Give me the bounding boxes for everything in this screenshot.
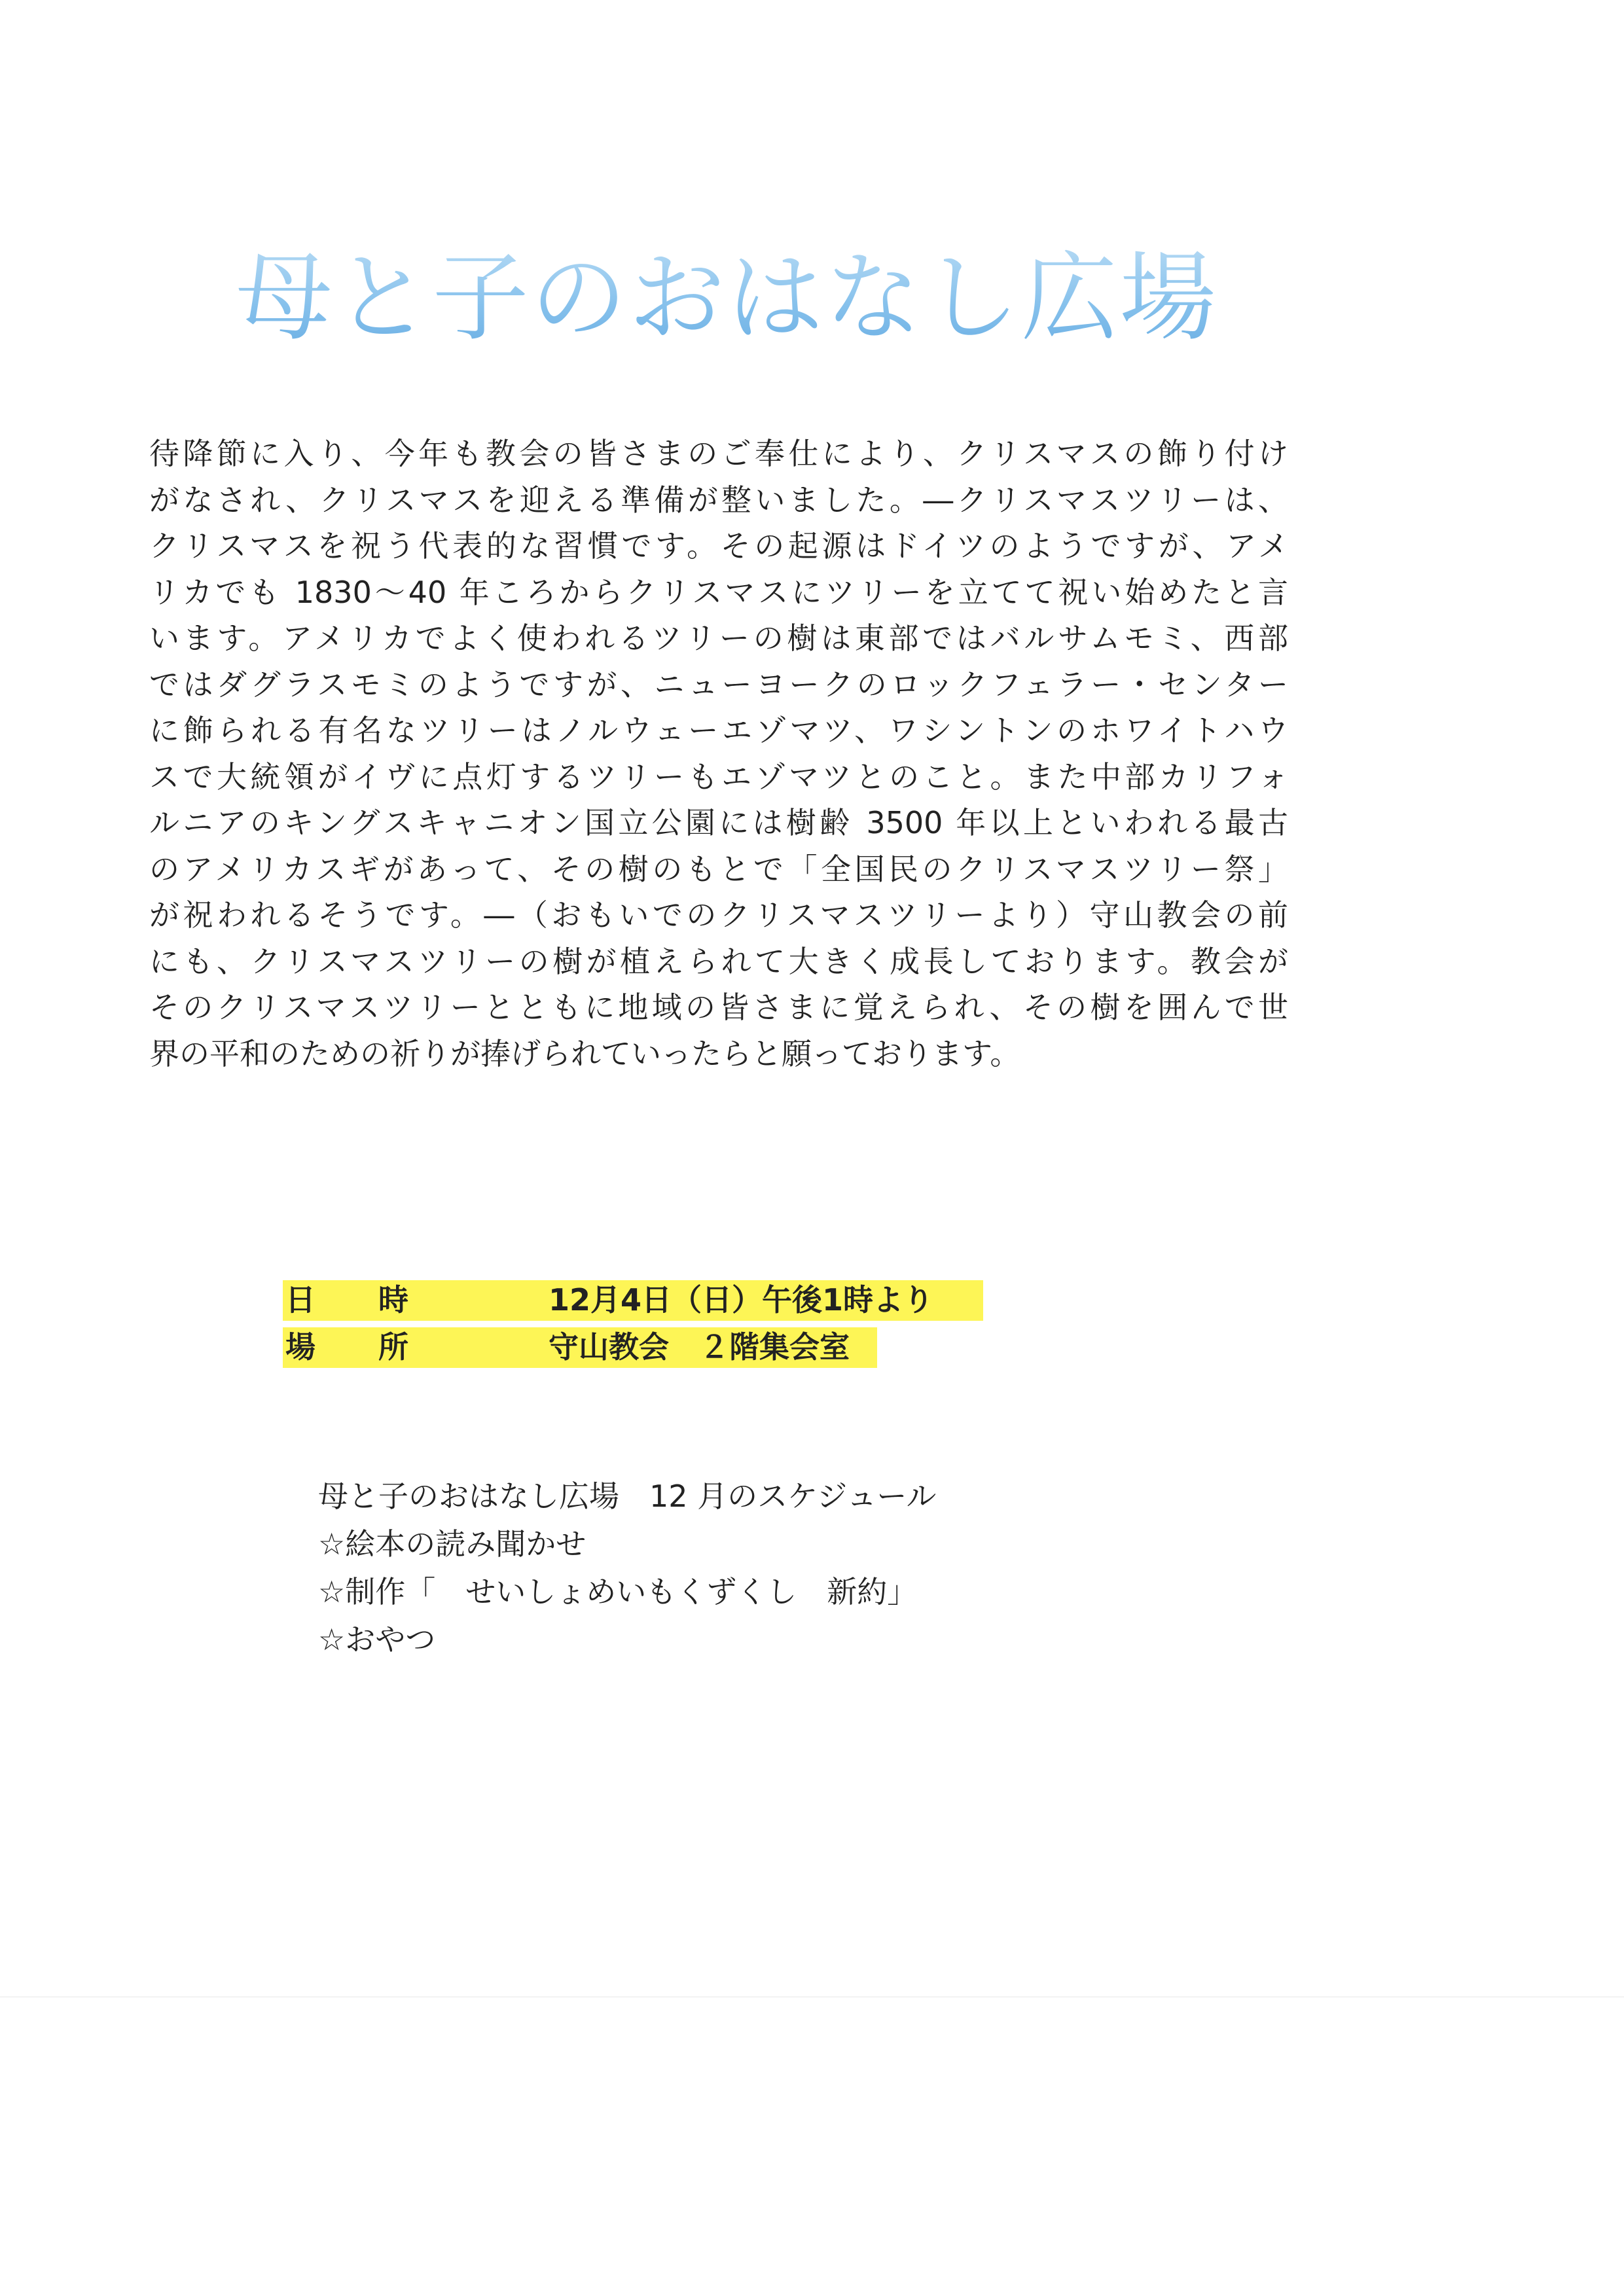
schedule-item: ☆絵本の読み聞かせ (318, 1526, 586, 1562)
place-label: 場所 (285, 1329, 471, 1365)
date-label: 日時 (285, 1282, 471, 1318)
schedule-heading: 母と子のおはなし広場 12 月のスケジュール (318, 1479, 937, 1514)
body-line: が祝われるそうです。―（おもいでのクリスマスツリーより）守山教会の前 (149, 897, 1288, 933)
body-line: ルニアのキングスキャニオン国立公園には樹齢 3500 年以上といわれる最古 (149, 805, 1288, 840)
date-value: 12月4日（日）午後1時より (549, 1282, 934, 1318)
place-value: 守山教会 ２階集会室 (549, 1329, 850, 1365)
body-line: 界の平和のための祈りが捧げられていったらと願っております。 (149, 1035, 1020, 1071)
scan-divider (0, 1996, 1624, 1998)
body-line: のアメリカスギがあって、その樹のもとで「全国民のクリスマスツリー祭」 (149, 851, 1288, 887)
body-line: います。アメリカでよく使われるツリーの樹は東部ではバルサムモミ、西部 (149, 620, 1288, 656)
body-line: クリスマスを祝う代表的な習慣です。その起源はドイツのようですが、アメ (149, 528, 1288, 564)
body-line: ではダグラスモミのようですが、ニューヨークのロックフェラー・センター (149, 666, 1288, 702)
body-paragraph (149, 431, 1288, 1077)
body-line: そのクリスマスツリーとともに地域の皆さまに覚えられ、その樹を囲んで世 (149, 990, 1288, 1025)
body-line: にも、クリスマスツリーの樹が植えられて大きく成長しております。教会が (149, 943, 1288, 979)
schedule-item: ☆おやつ (318, 1622, 436, 1657)
schedule-item: ☆制作「 せいしょめいもくずくし 新約」 (318, 1574, 918, 1609)
body-line: スで大統領がイヴに点灯するツリーもエゾマツとのこと。また中部カリフォ (149, 759, 1288, 795)
page-title: 母と子のおはなし広場 (236, 223, 1218, 373)
body-line: がなされ、クリスマスを迎える準備が整いました。―クリスマスツリーは、 (149, 482, 1288, 518)
body-line: 待降節に入り、今年も教会の皆さまのご奉仕により、クリスマスの飾り付け (149, 436, 1288, 471)
body-line: に飾られる有名なツリーはノルウェーエゾマツ、ワシントンのホワイトハウ (149, 713, 1288, 748)
body-line: リカでも 1830～40 年ころからクリスマスにツリーを立てて祝い始めたと言 (149, 574, 1288, 610)
schedule-list (318, 1473, 936, 1664)
